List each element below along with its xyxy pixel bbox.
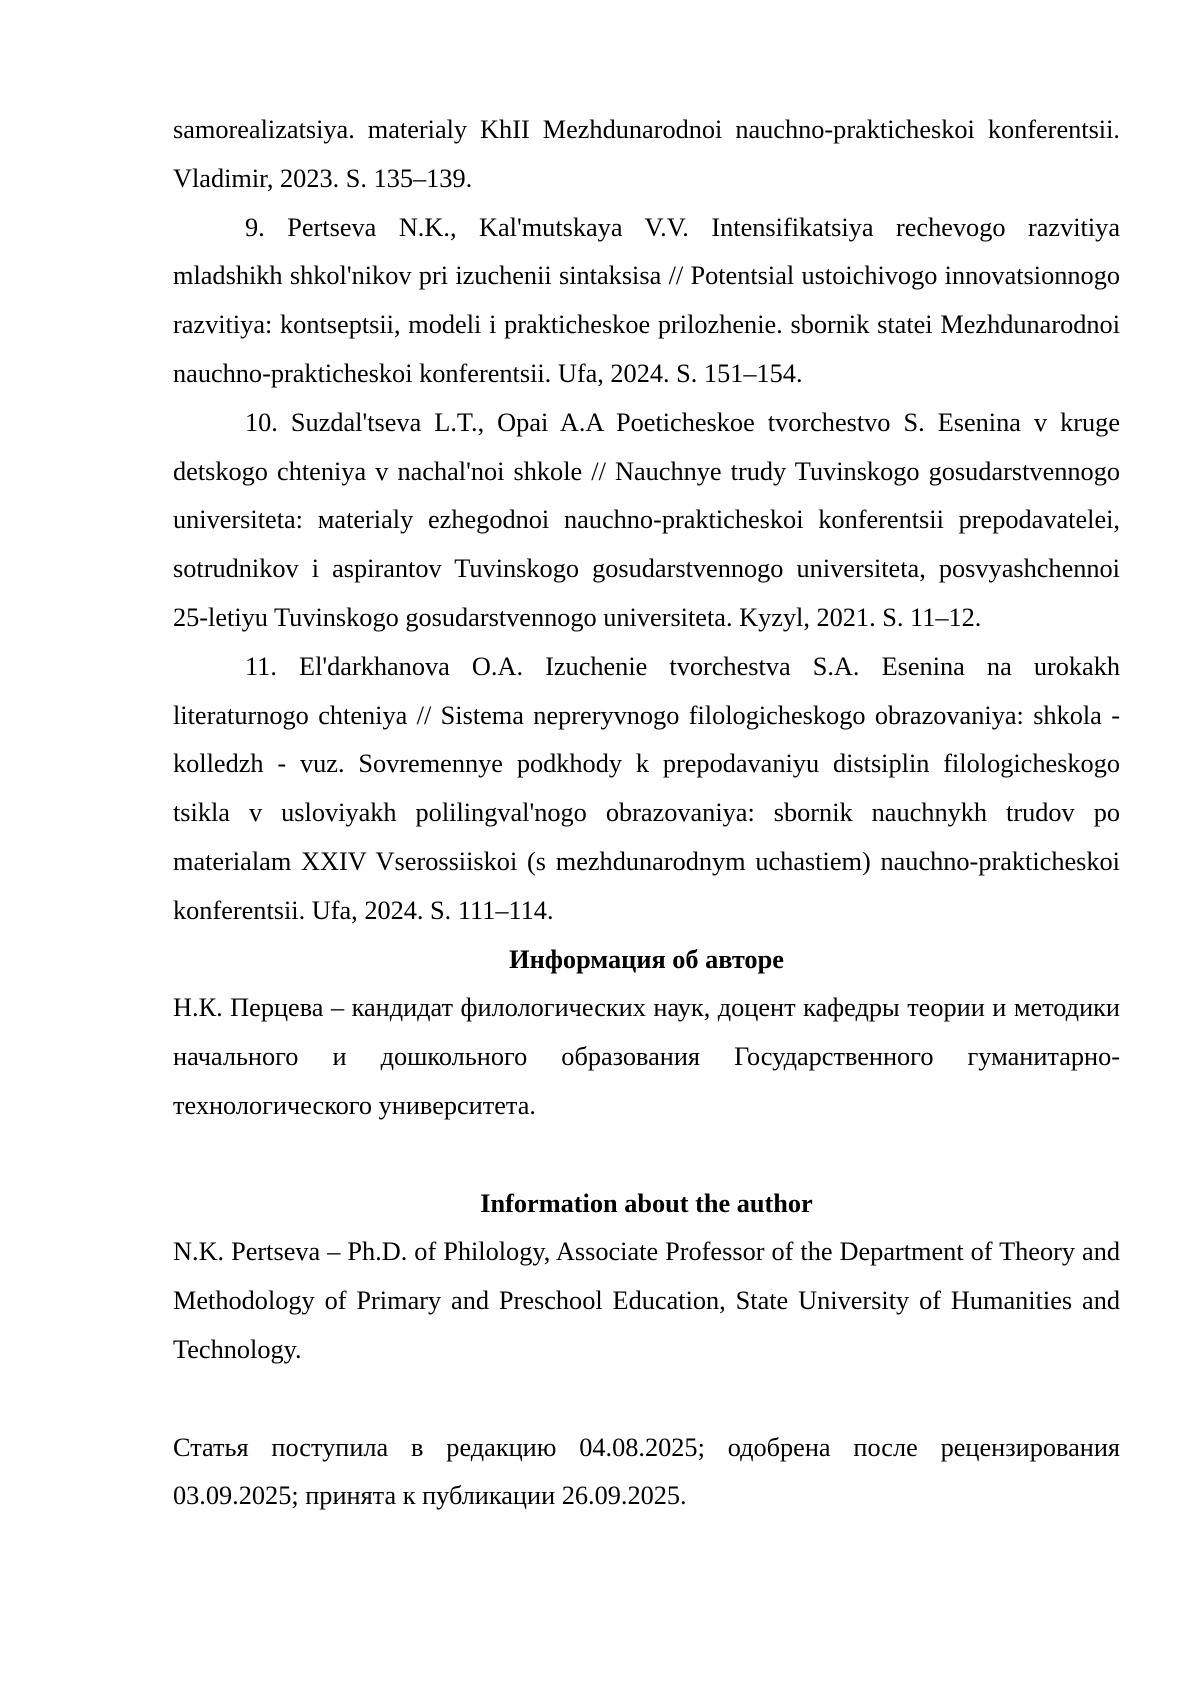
article-dates: Статья поступила в редакцию 04.08.2025; одобрена после рецензирования 03.09.2025; принята к публикации 26.09.2025.	[173, 1432, 1120, 1511]
reference-text: Pertseva N.K., Kal'mutskaya V.V. Intensifikatsiya rechevogo razvitiya mladshikh shkol'nikov pri izuchenii sintaksisa // Potentsial ustoichivogo innovatsionnogo razvitiya: kontseptsii, modeli i prakticheskoe prilozhenie. sbornik statei Mezhdunarodnoi nauchno-prakticheskoi konferentsii. Ufa, 2024. S. 151–154.	[173, 212, 1120, 388]
reference-text: El'darkhanova O.A. Izuchenie tvorchestva S.A. Esenina na urokakh literaturnogo chteniya // Sistema nepreryvnogo filologicheskogo obrazovaniya: shkola - kolledzh - vuz. Sovremennye podkhody k prepodavaniyu distsiplin filologicheskogo tsikla v usloviyakh polilingval'nogo obrazovaniya: sbornik nauchnykh trudov po materialam XXIV Vserossiiskoi (s mezhdunarodnym uchastiem) nauchno-prakticheskoi konferentsii. Ufa, 2024. S. 111–114.	[173, 651, 1121, 925]
author-info-en-text: N.K. Pertseva – Ph.D. of Philology, Associate Professor of the Department of Theory and Methodology of Primary and Preschool Education, State University of Humanities and Technology.	[173, 1237, 1120, 1364]
reference-number: 9.	[245, 212, 265, 242]
reference-number: 11.	[245, 651, 277, 681]
reference-item-9	[173, 204, 1120, 399]
document-page	[173, 106, 1120, 1521]
reference-number: 10.	[245, 407, 278, 437]
author-info-ru-heading: Информация об авторе	[509, 944, 784, 974]
author-info-en-heading: Information about the author	[480, 1188, 813, 1218]
reference-continuation: samorealizatsiya. materialy KhII Mezhdunarodnoi nauchno-prakticheskoi konferentsii. Vladimir, 2023. S. 135–139.	[173, 115, 1120, 193]
reference-item-10	[173, 399, 1120, 643]
spacer	[173, 1375, 1120, 1424]
spacer	[173, 1131, 1120, 1180]
reference-text: Suzdal'tseva L.T., Opai A.A Poeticheskoe tvorchestvo S. Esenina v kruge detskogo chteniya v nachal'noi shkole // Nauchnye trudy Tuvinskogo gosudarstvennogo universiteta: мaterialy ezhegodnoi nauchno-prakticheskoi konferentsii prepodavatelei, sotrudnikov i aspirantov Tuvinskogo gosudarstvennogo universiteta, posvyashchennoi 25-letiyu Tuvinskogo gosudarstvennogo universiteta. Kyzyl, 2021. S. 11–12.	[173, 407, 1120, 632]
author-info-ru-text: Н.К. Перцева – кандидат филологических наук, доцент кафедры теории и методики начального и дошкольного образования Государственного гуманитарно-технологического университета.	[173, 993, 1120, 1120]
reference-item-11	[173, 643, 1120, 936]
